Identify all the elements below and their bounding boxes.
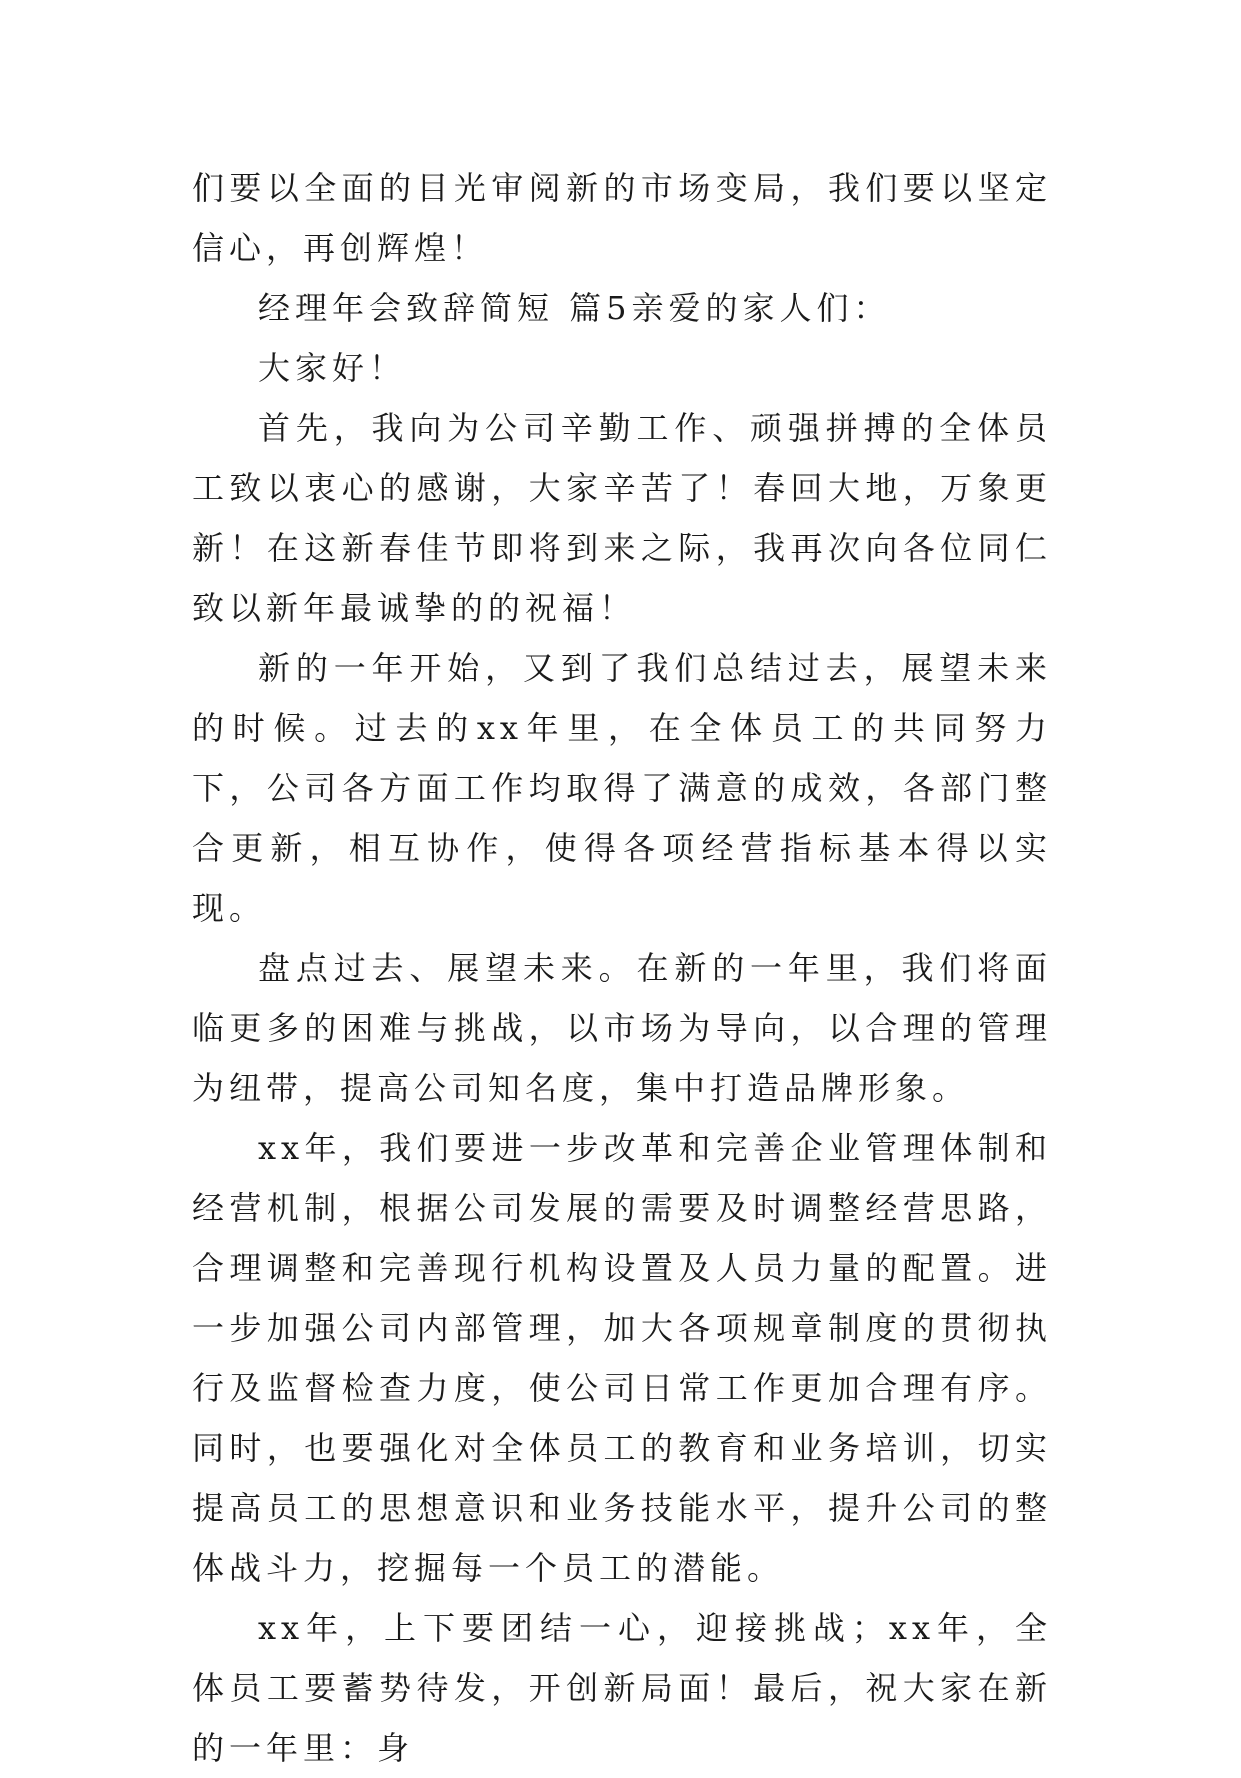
salutation: 大家好！	[258, 349, 407, 387]
section-heading-greeting: 经理年会致辞简短 篇5亲爱的家人们：	[258, 289, 891, 327]
paragraph-reform: xx年，我们要进一步改革和完善企业管理体制和经营机制，根据公司发展的需要及时调整经营思路，合理调整和完善现行机构设置及人员力量的配置。进一步加强公司内部管理，加大各项规章制度的贯彻执行及监督检查力度，使公司日常工作更加合理有序。同时，也要强化对全体员工的教育和业务培训，切实提高员工的思想意识和业务技能水平，提升公司的整体战斗力，挖掘每一个员工的潜能。	[192, 1129, 1052, 1587]
paragraph-review: 新的一年开始，又到了我们总结过去，展望未来的时候。过去的xx年里，在全体员工的共同努力下，公司各方面工作均取得了满意的成效，各部门整合更新，相互协作，使得各项经营指标基本得以实现。	[192, 649, 1052, 927]
document-body	[192, 158, 1052, 1778]
paragraph-closing: xx年，上下要团结一心，迎接挑战；xx年，全体员工要蓄势待发，开创新局面！最后，祝大家在新的一年里：身	[192, 1609, 1052, 1767]
paragraph-outlook: 盘点过去、展望未来。在新的一年里，我们将面临更多的困难与挑战，以市场为导向，以合理的管理为纽带，提高公司知名度，集中打造品牌形象。	[192, 949, 1052, 1107]
paragraph-thanks: 首先，我向为公司辛勤工作、顽强拼搏的全体员工致以衷心的感谢，大家辛苦了！春回大地，万象更新！在这新春佳节即将到来之际，我再次向各位同仁致以新年最诚挚的的祝福！	[192, 409, 1052, 627]
paragraph-continuation: 们要以全面的目光审阅新的市场变局，我们要以坚定信心，再创辉煌！	[192, 169, 1052, 267]
